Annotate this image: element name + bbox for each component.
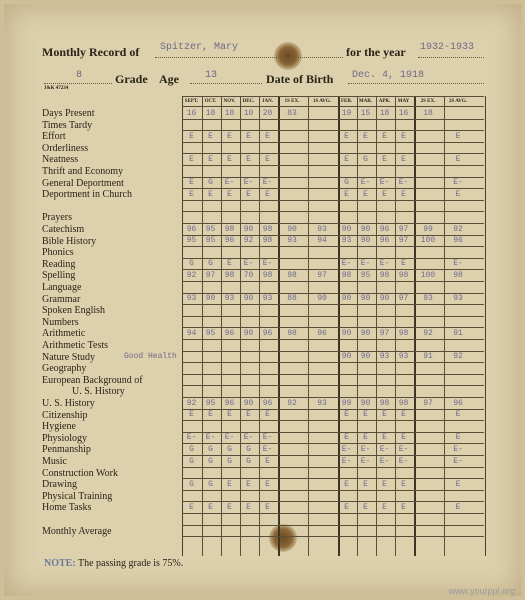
grade-mark: 20 [262, 108, 273, 118]
subject-label: Deportment in Church [42, 189, 132, 201]
month-header: MAR. [358, 99, 373, 104]
grade-mark: 93 [262, 294, 273, 304]
grade-mark: E- [341, 259, 352, 269]
grade-mark: 19 [341, 108, 352, 118]
grade-mark: 96 [379, 224, 390, 234]
grade-mark: E [344, 433, 349, 443]
subject-label: Days Present [42, 108, 95, 119]
grade-mark: E [401, 131, 406, 141]
grade-mark: E [344, 131, 349, 141]
subject-label: Music [42, 456, 67, 467]
grade-mark: E- [379, 456, 390, 466]
grade-mark: E [344, 410, 349, 420]
grade-mark: 97 [205, 270, 216, 280]
grade-mark: E [189, 154, 194, 164]
grade-mark: 94 [317, 236, 327, 246]
grade-mark: E [455, 410, 461, 420]
subject-label: Construction Work [42, 467, 118, 479]
subject-label: Spelling [42, 270, 76, 282]
grade-mark: E [363, 479, 368, 489]
subject-label: U. S. History [72, 386, 125, 398]
grade-mark: 99 [341, 398, 352, 408]
grade-mark: 92 [186, 398, 197, 408]
grade-mark: E [382, 479, 387, 489]
grade-mark: 94 [186, 328, 197, 338]
grade-mark: 98 [398, 328, 409, 338]
grade-mark: 96 [262, 328, 273, 338]
grade-mark: E- [262, 259, 273, 269]
grade-mark: 18 [224, 108, 235, 118]
grade-mark: E [382, 410, 387, 420]
subject-label: Reading [42, 258, 76, 270]
age-label: Age [159, 72, 179, 86]
grade-mark: G [344, 178, 349, 188]
grade-mark: E [189, 131, 194, 141]
grade-mark: E [265, 410, 270, 420]
grade-mark: E- [243, 433, 254, 443]
grade-mark: E [227, 502, 232, 512]
grade-mark: E- [262, 433, 273, 443]
grade-mark: 90 [341, 294, 352, 304]
grade-mark: G [208, 178, 213, 188]
grade-mark: E [363, 502, 368, 512]
dob-label: Date of Birth [266, 72, 334, 86]
grade-mark: E- [360, 259, 371, 269]
grade-mark: 93 [398, 352, 409, 362]
grade-mark: E [227, 189, 232, 199]
grade-mark: E [265, 131, 270, 141]
grade-mark: E [208, 189, 213, 199]
grade-mark: E [246, 502, 251, 512]
grade-mark: 95 [205, 398, 216, 408]
grade-mark: 90 [360, 236, 371, 246]
grade-mark: E- [262, 444, 273, 454]
subject-label: Effort [42, 131, 66, 143]
grade-mark: E [401, 433, 406, 443]
grade-mark: E [208, 502, 213, 512]
grade-mark: E- [205, 433, 216, 443]
grade-mark: 93 [224, 294, 235, 304]
grade-mark: E- [360, 456, 371, 466]
grade-mark: 99 [423, 224, 433, 234]
grade-mark: 92 [453, 352, 463, 362]
subject-label: Monthly Average [42, 525, 112, 537]
subject-label: Phonics [42, 247, 74, 259]
grade-mark: G [208, 444, 213, 454]
grade-mark: 92 [186, 270, 197, 280]
subject-label: Thrift and Economy [42, 166, 124, 177]
grade-mark: 98 [398, 398, 409, 408]
grade-mark: 90 [341, 328, 352, 338]
month-header: MAY [397, 99, 410, 104]
grade-mark: 98 [262, 224, 273, 234]
table-row-line [182, 536, 484, 537]
table-row-line [182, 119, 484, 120]
grade-mark: 83 [287, 108, 297, 118]
table-row-line [182, 467, 484, 468]
grade-mark: E- [262, 178, 273, 188]
grade-mark: G [208, 259, 213, 269]
grade-mark: E [455, 189, 461, 199]
month-header: DEC. [242, 99, 255, 104]
grade-mark: E [189, 178, 194, 188]
form-number: J&K 47234 [44, 86, 69, 91]
grade-mark: E [382, 154, 387, 164]
subject-label: Numbers [42, 316, 79, 328]
table-row-line [182, 525, 484, 526]
grade-mark: 18 [423, 108, 433, 118]
grade-mark: 98 [262, 236, 273, 246]
grade-mark: 96 [317, 328, 327, 338]
subject-label: Geography [42, 363, 87, 375]
grade-mark: 97 [398, 236, 409, 246]
grade-mark: 95 [186, 236, 197, 246]
grade-mark: 97 [317, 270, 327, 280]
month-header: APR. [378, 99, 391, 104]
grade-mark: E- [243, 178, 254, 188]
month-header: 1S AVG. [313, 99, 331, 104]
grade-mark: 90 [243, 328, 254, 338]
grade-mark: E [455, 131, 461, 141]
subject-label: Arithmetic Tests [42, 340, 109, 351]
grade-mark: E [189, 410, 194, 420]
grade-mark: 98 [453, 270, 463, 280]
grade-mark: 90 [360, 328, 371, 338]
year-label: for the year [346, 45, 406, 59]
grade-mark: E [382, 189, 387, 199]
month-header: NOV. [223, 99, 236, 104]
grade-mark: 90 [243, 224, 254, 234]
month-header: 2S AVG. [449, 99, 467, 104]
subject-label: Language [42, 282, 82, 293]
subject-label: Spoken English [42, 305, 106, 317]
note-label: NOTE: [44, 558, 76, 569]
grade-mark: 93 [379, 352, 390, 362]
month-header: 1S EX. [284, 99, 300, 104]
grade-mark: E [208, 154, 213, 164]
grade-mark: 98 [398, 270, 409, 280]
grade-mark: 98 [379, 398, 390, 408]
grade-mark: E [401, 189, 406, 199]
grade-mark: 16 [186, 108, 197, 118]
grade-mark: 90 [243, 398, 254, 408]
month-header: FEB. [341, 99, 352, 104]
watermark: www.yourppl.org [448, 586, 515, 596]
grade-mark: 92 [287, 398, 297, 408]
grade-mark: 93 [317, 224, 327, 234]
grade-mark: G [189, 444, 194, 454]
subject-label: Physical Training [42, 490, 113, 502]
table-row-line [182, 339, 484, 340]
grade-mark: 92 [453, 224, 463, 234]
grade-mark: E [363, 433, 368, 443]
table-row-line [182, 142, 484, 143]
grade-mark: 15 [360, 108, 371, 118]
grade-value: 8 [76, 70, 83, 81]
grade-mark: G [189, 479, 194, 489]
grade-mark: E [363, 131, 368, 141]
date-of-birth: Dec. 4, 1918 [352, 70, 425, 81]
grade-mark: E [227, 479, 232, 489]
grade-mark: E [189, 189, 194, 199]
subject-label: Prayers [42, 212, 72, 224]
grade-mark: E [382, 131, 387, 141]
month-header: OCT. [204, 99, 217, 104]
grade-mark: 96 [224, 328, 235, 338]
grade-mark: 100 [420, 270, 436, 280]
grade-mark: 92 [243, 236, 254, 246]
grade-mark: G [246, 456, 251, 466]
subject-label: General Deportment [42, 177, 124, 189]
grade-mark: 70 [243, 270, 254, 280]
grade-mark: G [246, 444, 251, 454]
grade-mark: 98 [224, 270, 235, 280]
table-row-line [182, 165, 484, 166]
table-row-line [182, 362, 484, 363]
grade-mark: 18 [379, 108, 390, 118]
grade-mark: 96 [224, 236, 235, 246]
month-header: JAN. [262, 99, 273, 104]
grade-mark: G [208, 456, 213, 466]
grade-mark: E- [453, 456, 463, 466]
student-name: Spitzer, Mary [160, 42, 239, 53]
grade-mark: G [189, 456, 194, 466]
grade-mark: 96 [186, 224, 197, 234]
table-row-line [182, 385, 484, 386]
grade-mark: 18 [205, 108, 216, 118]
grade-mark: 92 [423, 328, 433, 338]
ink-stain [274, 42, 302, 70]
grade-mark: E [208, 131, 213, 141]
grade-mark: 90 [205, 294, 216, 304]
school-year: 1932-1933 [420, 42, 475, 53]
grade-mark: E [246, 154, 251, 164]
grade-mark: E [455, 479, 461, 489]
grade-mark: 90 [287, 224, 297, 234]
grade-mark: 95 [205, 328, 216, 338]
grade-mark: E [401, 479, 406, 489]
grade-mark: 90 [341, 224, 352, 234]
grade-mark: 95 [360, 270, 371, 280]
grade-mark: 90 [243, 294, 254, 304]
subject-label: Bible History [42, 235, 97, 247]
subject-label: Catechism [42, 224, 85, 235]
subject-label: Hygiene [42, 421, 76, 433]
grade-mark: E- [186, 433, 197, 443]
table-row-line [182, 490, 484, 491]
grade-mark: 100 [420, 236, 436, 246]
grade-mark: 91 [453, 328, 463, 338]
grade-mark: E [265, 502, 270, 512]
grade-mark: E [246, 479, 251, 489]
grade-mark: E [227, 410, 232, 420]
grade-mark: 98 [379, 270, 390, 280]
grade-mark: E- [453, 178, 463, 188]
grade-mark: E- [360, 444, 371, 454]
grade-mark: 97 [398, 294, 409, 304]
grade-mark: E- [379, 259, 390, 269]
month-header: SEPT. [184, 99, 199, 104]
grade-mark: E [401, 154, 406, 164]
grade-mark: 98 [224, 224, 235, 234]
grade-mark: 91 [423, 352, 433, 362]
age-value: 13 [205, 70, 218, 81]
subject-label: Arithmetic [42, 328, 86, 340]
grade-mark: 98 [341, 270, 352, 280]
subject-label: Orderliness [42, 142, 89, 154]
grade-mark: 93 [423, 294, 433, 304]
grade-mark: 95 [205, 236, 216, 246]
grade-mark: E [227, 154, 232, 164]
grade-mark: E [344, 502, 349, 512]
subject-label: Home Tasks [42, 502, 92, 514]
grade-mark: 98 [262, 270, 273, 280]
grade-mark: G [363, 154, 368, 164]
grade-mark: 90 [360, 398, 371, 408]
table-row-line [182, 304, 484, 305]
grade-mark: 96 [224, 398, 235, 408]
passing-grade-note [44, 558, 183, 569]
subject-label: Times Tardy [42, 119, 93, 131]
table-row-line [182, 316, 484, 317]
grade-mark: G [227, 444, 232, 454]
grade-mark: E [265, 154, 270, 164]
grade-mark: E [246, 410, 251, 420]
grade-mark: 98 [287, 328, 297, 338]
grade-mark: G [227, 456, 232, 466]
grade-mark: E [382, 502, 387, 512]
grade-mark: G [189, 259, 194, 269]
grade-mark: E [208, 410, 213, 420]
grade-mark: E- [379, 444, 390, 454]
grade-mark: 97 [379, 328, 390, 338]
monthly-record-label: Monthly Record of [42, 45, 140, 59]
grade-mark: E [246, 189, 251, 199]
grade-mark: E- [341, 456, 352, 466]
table-row-line [182, 281, 484, 282]
grade-mark: G [208, 479, 213, 489]
grade-mark: E- [243, 259, 254, 269]
grade-mark: E- [398, 178, 409, 188]
grade-mark: E [265, 456, 270, 466]
table-row-line [182, 211, 484, 212]
grade-mark: E- [453, 444, 463, 454]
grade-mark: 93 [317, 398, 327, 408]
grade-label: Grade [115, 72, 148, 86]
grade-mark: 93 [287, 236, 297, 246]
grade-mark: E- [224, 433, 235, 443]
grade-mark: E [344, 154, 349, 164]
grade-mark: E [401, 502, 406, 512]
grade-mark: 95 [205, 224, 216, 234]
table-row-line [182, 200, 484, 201]
grade-mark: E- [360, 178, 371, 188]
grade-mark: E [401, 410, 406, 420]
grade-mark: E [401, 259, 406, 269]
grade-mark: 96 [262, 398, 273, 408]
grade-mark: E [265, 479, 270, 489]
subject-label: Nature Study [42, 351, 96, 363]
table-row-line [182, 420, 484, 421]
grade-mark: 16 [398, 108, 409, 118]
subject-label: European Background of [42, 374, 143, 386]
grade-mark: E [344, 479, 349, 489]
grade-mark: E [227, 131, 232, 141]
subject-label: Physiology [42, 432, 88, 444]
grade-mark: E [363, 189, 368, 199]
subject-label: Citizenship [42, 409, 88, 421]
grade-mark: 97 [423, 398, 433, 408]
table-row-line [182, 246, 484, 247]
grade-mark: 98 [287, 270, 297, 280]
subject-label: Neatness [42, 154, 79, 166]
grade-mark: E- [398, 456, 409, 466]
grade-mark: 96 [379, 236, 390, 246]
grade-mark: 97 [398, 224, 409, 234]
grade-mark: 96 [453, 236, 463, 246]
grade-mark: 90 [379, 294, 390, 304]
grade-mark: 10 [243, 108, 254, 118]
grade-mark: E [246, 131, 251, 141]
grade-mark: 88 [287, 294, 297, 304]
grade-mark: E- [453, 259, 463, 269]
grade-mark: 93 [341, 236, 352, 246]
subject-note: Good Health [124, 351, 177, 361]
grade-mark: E- [341, 444, 352, 454]
grade-mark: E [455, 433, 461, 443]
grade-mark: E [363, 410, 368, 420]
table-row-line [182, 374, 484, 375]
grade-mark: 93 [186, 294, 197, 304]
grade-mark: E [227, 259, 232, 269]
grade-mark: 90 [360, 352, 371, 362]
grade-mark: E- [379, 178, 390, 188]
subject-label: Penmanship [42, 444, 91, 456]
grade-mark: E [344, 189, 349, 199]
grade-mark: E [382, 433, 387, 443]
grade-mark: E [189, 502, 194, 512]
table-row-line [182, 513, 484, 514]
grade-mark: 90 [341, 352, 352, 362]
subject-label: U. S. History [42, 398, 95, 409]
grade-mark: 90 [360, 294, 371, 304]
grade-mark: E [455, 154, 461, 164]
grade-mark: E- [224, 178, 235, 188]
note-text: The passing grade is 75%. [78, 558, 184, 569]
grade-mark: 93 [453, 294, 463, 304]
grade-mark: 96 [453, 398, 463, 408]
subject-label: Grammar [42, 293, 81, 305]
grade-mark: 90 [360, 224, 371, 234]
grade-mark: E- [398, 444, 409, 454]
subject-label: Drawing [42, 479, 77, 491]
grade-mark: E [265, 189, 270, 199]
grade-mark: 90 [317, 294, 327, 304]
grade-mark: E [455, 502, 461, 512]
month-header: 2S EX. [420, 99, 436, 104]
